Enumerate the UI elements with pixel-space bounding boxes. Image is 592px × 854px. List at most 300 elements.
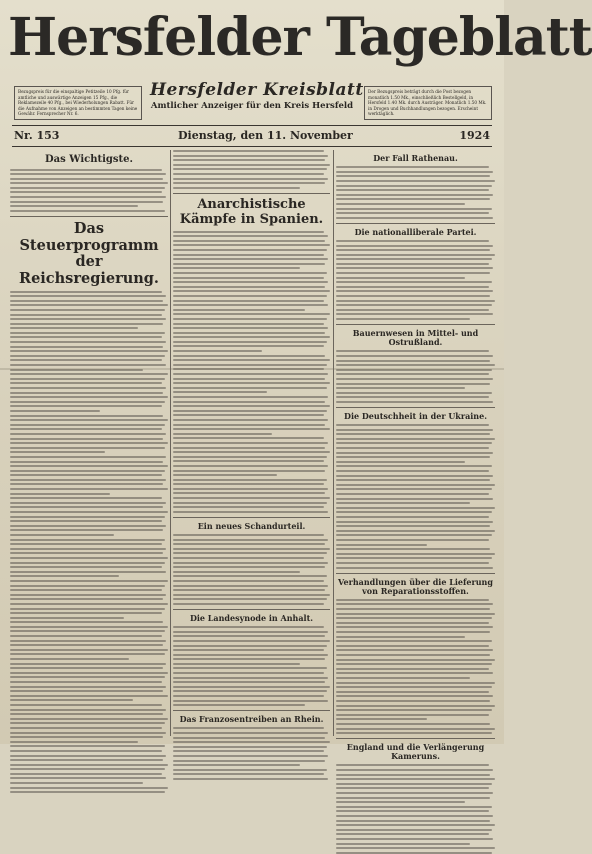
text-line	[173, 677, 328, 679]
text-line	[336, 539, 489, 541]
text-line	[336, 544, 427, 546]
text-line	[173, 686, 330, 688]
text-line	[10, 635, 162, 637]
article-divider	[173, 517, 330, 518]
text-line	[336, 682, 495, 684]
text-line	[173, 479, 327, 481]
text-line	[336, 764, 489, 766]
text-line	[10, 201, 163, 203]
paper-fold	[0, 368, 504, 370]
text-line	[10, 355, 165, 357]
text-line	[10, 359, 162, 361]
newspaper-subline: Amtlicher Anzeiger für den Kreis Hersfeld	[150, 101, 354, 111]
text-line	[173, 286, 325, 288]
text-line	[336, 447, 489, 449]
text-line	[10, 291, 162, 293]
text-line	[173, 290, 330, 292]
text-line	[10, 210, 165, 212]
text-line	[336, 557, 492, 559]
text-line	[336, 714, 489, 716]
text-line	[173, 240, 325, 242]
text-line	[173, 566, 325, 568]
text-line	[10, 736, 163, 738]
text-line	[336, 631, 490, 633]
text-line	[10, 745, 165, 747]
text-line	[173, 626, 324, 628]
text-line	[336, 304, 492, 306]
text-line	[173, 304, 328, 306]
text-line	[173, 741, 330, 743]
text-line	[173, 391, 267, 393]
text-line	[10, 332, 165, 334]
text-line	[173, 492, 325, 494]
text-line	[173, 727, 324, 729]
text-line	[10, 424, 165, 426]
column-1	[10, 150, 168, 738]
text-line	[173, 244, 330, 246]
text-line	[336, 718, 427, 720]
text-line	[10, 630, 165, 632]
text-line	[173, 543, 325, 545]
text-line	[10, 173, 166, 175]
text-line	[173, 580, 324, 582]
column-rule	[170, 150, 171, 736]
text-line	[336, 672, 493, 674]
text-line	[10, 506, 163, 508]
text-line	[336, 810, 489, 812]
text-line	[336, 318, 470, 320]
text-line	[336, 723, 490, 725]
text-line	[10, 755, 166, 757]
text-line	[10, 777, 166, 779]
text-line	[10, 304, 168, 306]
text-line	[10, 617, 124, 619]
text-line	[10, 722, 165, 724]
text-line	[336, 709, 492, 711]
text-line	[336, 465, 492, 467]
issue-year: 1924	[459, 129, 490, 142]
text-line	[173, 548, 330, 550]
text-line	[173, 405, 330, 407]
text-line	[10, 750, 162, 752]
text-line	[336, 383, 490, 385]
text-line	[336, 507, 495, 509]
text-line	[10, 603, 168, 605]
text-line	[173, 672, 324, 674]
text-line	[173, 235, 328, 237]
text-line	[173, 442, 328, 444]
text-line	[336, 290, 493, 292]
text-line	[336, 373, 489, 375]
text-line	[10, 543, 162, 545]
article-heading: England und die Verlängerung Kameruns.	[346, 742, 485, 762]
text-line	[10, 382, 162, 384]
text-line	[173, 373, 328, 375]
text-line	[336, 732, 492, 734]
text-line	[10, 653, 165, 655]
text-line	[10, 552, 163, 554]
newspaper-subtitle: Hersfelder Kreisblatt	[150, 80, 364, 100]
text-line	[10, 658, 129, 660]
text-line	[173, 506, 324, 508]
text-line	[173, 511, 328, 513]
text-line	[173, 737, 325, 739]
text-line	[10, 594, 166, 596]
text-line	[336, 295, 490, 297]
text-line	[173, 410, 327, 412]
text-line	[10, 373, 168, 375]
text-line	[173, 539, 328, 541]
text-line	[336, 829, 492, 831]
text-line	[10, 182, 168, 184]
text-line	[10, 483, 163, 485]
article-body	[336, 764, 495, 853]
text-line	[336, 695, 493, 697]
text-line	[336, 659, 495, 661]
text-line	[336, 769, 493, 771]
text-line	[336, 245, 493, 247]
text-line	[10, 438, 163, 440]
text-line	[10, 663, 166, 665]
text-line	[10, 672, 168, 674]
article-heading: Bauernwesen in Mittel- und Ostrußland.	[352, 328, 479, 348]
text-line	[336, 166, 489, 168]
text-line	[336, 502, 470, 504]
text-line	[173, 318, 327, 320]
text-line	[10, 309, 165, 311]
column-2	[173, 150, 330, 738]
text-line	[336, 475, 493, 477]
text-line	[10, 401, 165, 403]
text-line	[10, 511, 168, 513]
text-line	[10, 534, 114, 536]
text-line	[10, 791, 165, 793]
text-line	[173, 658, 325, 660]
text-line	[336, 360, 490, 362]
text-line	[336, 438, 495, 440]
text-line	[336, 824, 495, 826]
text-line	[173, 168, 327, 170]
text-line	[336, 498, 493, 500]
article-heading: Anarchistische Kämpfe in Spanien.	[179, 196, 324, 227]
text-line	[10, 699, 133, 701]
text-line	[336, 801, 465, 803]
text-line	[10, 295, 166, 297]
text-line	[336, 281, 492, 283]
text-line	[336, 553, 495, 555]
text-line	[173, 635, 325, 637]
text-line	[336, 534, 492, 536]
text-line	[10, 493, 110, 495]
text-line	[173, 396, 328, 398]
text-line	[173, 663, 300, 665]
text-line	[336, 567, 493, 569]
text-line	[336, 686, 492, 688]
text-line	[336, 815, 493, 817]
article-body	[336, 166, 495, 219]
text-line	[336, 286, 489, 288]
text-line	[336, 313, 493, 315]
text-line	[336, 493, 489, 495]
text-line	[173, 300, 324, 302]
text-line	[10, 612, 162, 614]
text-line	[173, 387, 327, 389]
issue-number: Nr. 153	[14, 129, 60, 142]
text-line	[173, 272, 327, 274]
text-line	[336, 387, 465, 389]
text-line	[336, 392, 492, 394]
text-line	[173, 313, 330, 315]
text-line	[336, 258, 492, 260]
text-line	[10, 169, 162, 171]
text-line	[336, 424, 489, 426]
article-body	[336, 240, 495, 320]
text-line	[336, 645, 489, 647]
text-line	[173, 350, 262, 352]
text-line	[10, 626, 168, 628]
article-heading: Der Fall Rathenau.	[373, 153, 458, 163]
text-line	[173, 654, 328, 656]
text-line	[10, 773, 162, 775]
text-line	[336, 820, 490, 822]
text-line	[173, 345, 324, 347]
text-line	[10, 415, 163, 417]
text-line	[336, 267, 493, 269]
text-line	[173, 323, 324, 325]
text-line	[173, 681, 325, 683]
article-divider	[173, 193, 330, 194]
text-line	[10, 502, 166, 504]
text-line	[10, 644, 163, 646]
text-line	[10, 461, 163, 463]
text-line	[336, 728, 495, 730]
text-line	[10, 442, 168, 444]
text-line	[10, 566, 162, 568]
article-divider	[173, 710, 330, 711]
text-line	[173, 700, 328, 702]
text-line	[336, 433, 490, 435]
text-line	[173, 164, 330, 166]
text-line	[173, 778, 328, 780]
article-body	[173, 727, 330, 780]
text-line	[336, 521, 493, 523]
article-divider	[10, 216, 168, 217]
text-line	[173, 355, 325, 357]
text-line	[336, 479, 490, 481]
article-heading: Verhandlungen über die Lieferung von Reparationsstoffen.	[338, 576, 493, 596]
text-line	[10, 396, 168, 398]
text-line	[336, 212, 489, 214]
article-body	[10, 169, 168, 212]
article-body	[336, 424, 495, 568]
text-line	[10, 713, 163, 715]
text-line	[336, 783, 492, 785]
text-line	[173, 178, 328, 180]
text-line	[10, 178, 163, 180]
text-line	[336, 668, 489, 670]
text-line	[10, 470, 165, 472]
text-line	[336, 461, 465, 463]
text-line	[336, 217, 493, 219]
text-line	[336, 300, 495, 302]
text-line	[173, 258, 328, 260]
text-line	[336, 263, 489, 265]
text-line	[10, 667, 163, 669]
issue-date: Dienstag, den 11. November	[178, 129, 353, 142]
text-line	[10, 580, 168, 582]
text-line	[336, 470, 489, 472]
text-line	[336, 705, 495, 707]
text-line	[336, 843, 470, 845]
column-3	[336, 150, 495, 762]
article-heading: Das Franzosentreiben an Rhein.	[179, 714, 324, 725]
text-line	[10, 520, 162, 522]
text-line	[10, 410, 100, 412]
text-line	[173, 732, 328, 734]
text-line	[336, 838, 493, 840]
text-line	[173, 277, 324, 279]
text-line	[173, 575, 327, 577]
text-line	[10, 557, 168, 559]
text-line	[336, 488, 492, 490]
text-line	[173, 474, 277, 476]
text-line	[336, 603, 493, 605]
text-line	[336, 847, 495, 849]
text-line	[10, 676, 165, 678]
text-line	[10, 392, 163, 394]
article-heading: Die Deutschheit in der Ukraine.	[344, 410, 487, 421]
text-line	[336, 442, 492, 444]
text-line	[173, 755, 328, 757]
text-line	[10, 529, 163, 531]
text-line	[10, 704, 162, 706]
text-line	[10, 695, 168, 697]
text-line	[336, 401, 493, 403]
text-line	[10, 405, 162, 407]
text-line	[173, 456, 327, 458]
masthead-info-box-left: Bezugspreis für die einspaltige Petitzeile 10 Pfg. für amtliche und auswärtige Anzeigen 15 Pfg., die Reklamezeile 40 Pfg., bei Wiederholungen Rabatt. Für die Aufnahme von Anzeigen an bestimmten Tagen keine Gewähr. Fernsprecher Nr. 6.	[14, 86, 142, 120]
text-line	[10, 433, 166, 435]
text-line	[336, 171, 493, 173]
article-divider	[336, 223, 495, 224]
article-divider	[336, 407, 495, 408]
text-line	[173, 359, 330, 361]
text-line	[336, 613, 495, 615]
text-line	[173, 598, 327, 600]
text-line	[336, 677, 470, 679]
text-line	[173, 764, 300, 766]
text-line	[336, 277, 465, 279]
article-body	[173, 231, 330, 513]
text-line	[173, 173, 324, 175]
text-line	[173, 231, 324, 233]
masthead	[0, 0, 592, 80]
text-line	[336, 626, 493, 628]
text-line	[173, 594, 330, 596]
text-line	[173, 281, 328, 283]
text-line	[173, 295, 327, 297]
text-line	[336, 774, 490, 776]
text-line	[336, 797, 490, 799]
text-line	[10, 196, 166, 198]
text-line	[336, 852, 492, 854]
text-line	[10, 364, 166, 366]
text-line	[173, 488, 328, 490]
text-line	[10, 690, 163, 692]
text-line	[173, 534, 324, 536]
text-line	[336, 649, 493, 651]
text-line	[10, 608, 165, 610]
text-line	[173, 631, 328, 633]
text-line	[336, 194, 493, 196]
text-line	[10, 474, 162, 476]
text-line	[336, 525, 490, 527]
text-line	[10, 548, 166, 550]
article-divider	[173, 609, 330, 610]
text-line	[336, 378, 493, 380]
text-line	[173, 332, 325, 334]
text-line	[173, 769, 327, 771]
text-line	[336, 530, 495, 532]
column-rule	[333, 150, 334, 736]
text-line	[173, 603, 324, 605]
text-line	[336, 180, 495, 182]
text-line	[173, 159, 325, 161]
text-line	[173, 424, 325, 426]
text-line	[336, 484, 495, 486]
text-line	[173, 746, 327, 748]
text-line	[173, 433, 272, 435]
article-body	[336, 350, 495, 403]
text-line	[336, 792, 493, 794]
article-body	[336, 599, 495, 734]
text-line	[173, 750, 324, 752]
text-line	[173, 760, 325, 762]
text-line	[10, 488, 168, 490]
text-line	[336, 272, 490, 274]
text-line	[173, 155, 328, 157]
text-line	[10, 718, 168, 720]
text-line	[173, 187, 300, 189]
text-line	[173, 640, 330, 642]
text-line	[10, 709, 166, 711]
text-line	[336, 622, 489, 624]
text-line	[10, 741, 138, 743]
text-line	[10, 341, 166, 343]
article-body	[173, 150, 330, 189]
text-line	[336, 562, 489, 564]
text-line	[336, 185, 492, 187]
text-line	[173, 497, 330, 499]
text-line	[336, 599, 489, 601]
text-line	[10, 732, 166, 734]
article-divider	[336, 324, 495, 325]
article-heading: Das Wichtigste.	[45, 154, 133, 165]
text-line	[10, 350, 168, 352]
text-line	[10, 585, 165, 587]
text-line	[336, 636, 465, 638]
text-line	[10, 387, 166, 389]
text-line	[336, 806, 492, 808]
text-line	[10, 598, 163, 600]
text-line	[173, 437, 324, 439]
text-line	[173, 483, 324, 485]
text-line	[10, 323, 163, 325]
text-line	[173, 704, 305, 706]
text-line	[336, 249, 490, 251]
text-line	[10, 346, 163, 348]
text-line	[336, 617, 492, 619]
